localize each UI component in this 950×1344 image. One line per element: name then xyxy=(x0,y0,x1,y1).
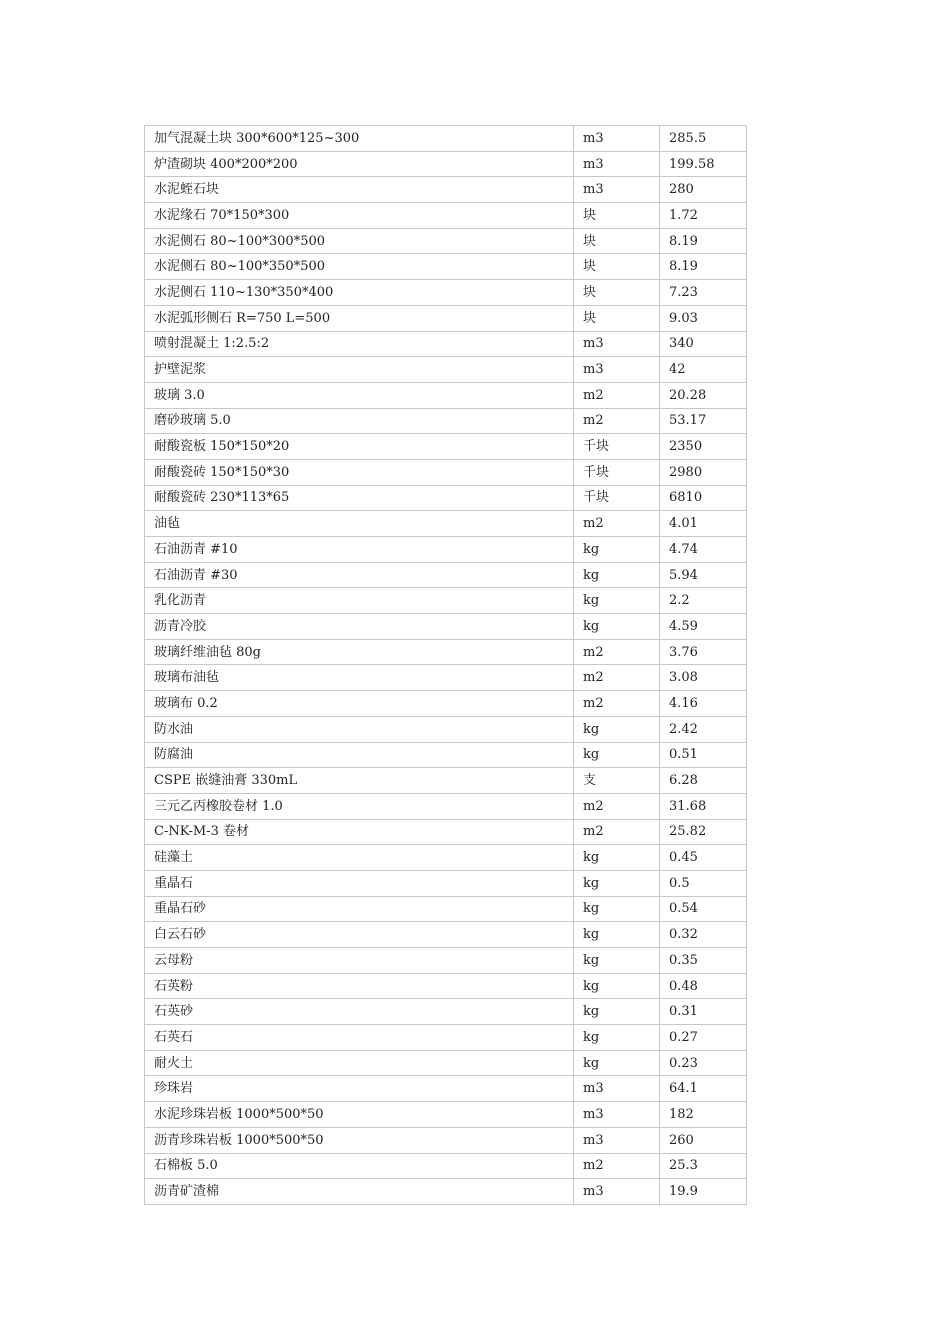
table-row xyxy=(145,254,747,280)
unit-cell: kg xyxy=(574,742,660,768)
unit-cell: kg xyxy=(574,999,660,1025)
table-row xyxy=(145,203,747,229)
table-row xyxy=(145,382,747,408)
table-row xyxy=(145,1179,747,1205)
unit-cell: kg xyxy=(574,870,660,896)
unit-cell: m2 xyxy=(574,382,660,408)
table-row xyxy=(145,177,747,203)
unit-cell: m2 xyxy=(574,639,660,665)
table-row xyxy=(145,228,747,254)
unit-cell: kg xyxy=(574,948,660,974)
price-cell: 4.16 xyxy=(660,691,747,717)
unit-cell: m3 xyxy=(574,177,660,203)
material-name-cell: 水泥珍珠岩板 1000*500*50 xyxy=(145,1102,574,1128)
material-name-cell: 石棉板 5.0 xyxy=(145,1153,574,1179)
price-cell: 285.5 xyxy=(660,126,747,152)
material-name-cell: 沥青珍珠岩板 1000*500*50 xyxy=(145,1127,574,1153)
price-cell: 0.5 xyxy=(660,870,747,896)
unit-cell: 块 xyxy=(574,280,660,306)
table-body xyxy=(145,126,747,1205)
price-cell: 2350 xyxy=(660,434,747,460)
table-row xyxy=(145,691,747,717)
table-row xyxy=(145,280,747,306)
table-row xyxy=(145,588,747,614)
price-cell: 8.19 xyxy=(660,254,747,280)
table-row xyxy=(145,845,747,871)
material-name-cell: 水泥侧石 80~100*350*500 xyxy=(145,254,574,280)
material-name-cell: 石英砂 xyxy=(145,999,574,1025)
unit-cell: m2 xyxy=(574,665,660,691)
unit-cell: m3 xyxy=(574,151,660,177)
unit-cell: m3 xyxy=(574,1127,660,1153)
price-cell: 0.32 xyxy=(660,922,747,948)
material-name-cell: 水泥侧石 110~130*350*400 xyxy=(145,280,574,306)
unit-cell: kg xyxy=(574,973,660,999)
unit-cell: kg xyxy=(574,588,660,614)
material-name-cell: 玻璃纤维油毡 80g xyxy=(145,639,574,665)
material-name-cell: 沥青矿渣棉 xyxy=(145,1179,574,1205)
price-cell: 8.19 xyxy=(660,228,747,254)
table-row xyxy=(145,1153,747,1179)
table-row xyxy=(145,793,747,819)
unit-cell: 千块 xyxy=(574,485,660,511)
price-cell: 31.68 xyxy=(660,793,747,819)
unit-cell: m2 xyxy=(574,511,660,537)
unit-cell: 块 xyxy=(574,254,660,280)
material-name-cell: 三元乙丙橡胶卷材 1.0 xyxy=(145,793,574,819)
table-row xyxy=(145,485,747,511)
price-cell: 1.72 xyxy=(660,203,747,229)
material-name-cell: 耐酸瓷砖 230*113*65 xyxy=(145,485,574,511)
price-cell: 0.48 xyxy=(660,973,747,999)
table-row xyxy=(145,639,747,665)
material-name-cell: 玻璃布 0.2 xyxy=(145,691,574,717)
material-name-cell: 耐火土 xyxy=(145,1050,574,1076)
material-name-cell: 水泥蛭石块 xyxy=(145,177,574,203)
unit-cell: kg xyxy=(574,845,660,871)
price-cell: 2.2 xyxy=(660,588,747,614)
price-cell: 20.28 xyxy=(660,382,747,408)
unit-cell: m3 xyxy=(574,126,660,152)
table-row xyxy=(145,511,747,537)
table-row xyxy=(145,1050,747,1076)
material-name-cell: 防腐油 xyxy=(145,742,574,768)
material-name-cell: 玻璃布油毡 xyxy=(145,665,574,691)
unit-cell: m3 xyxy=(574,1102,660,1128)
material-name-cell: 加气混凝土块 300*600*125~300 xyxy=(145,126,574,152)
table-row xyxy=(145,922,747,948)
unit-cell: 支 xyxy=(574,768,660,794)
material-name-cell: 石英粉 xyxy=(145,973,574,999)
material-name-cell: C-NK-M-3 卷材 xyxy=(145,819,574,845)
table-row xyxy=(145,948,747,974)
material-name-cell: 玻璃 3.0 xyxy=(145,382,574,408)
unit-cell: kg xyxy=(574,1025,660,1051)
table-row xyxy=(145,973,747,999)
table-row xyxy=(145,999,747,1025)
table-row xyxy=(145,665,747,691)
table-row xyxy=(145,768,747,794)
price-cell: 280 xyxy=(660,177,747,203)
material-name-cell: 水泥弧形侧石 R=750 L=500 xyxy=(145,305,574,331)
price-cell: 19.9 xyxy=(660,1179,747,1205)
material-name-cell: 油毡 xyxy=(145,511,574,537)
price-cell: 0.31 xyxy=(660,999,747,1025)
price-cell: 2.42 xyxy=(660,716,747,742)
material-name-cell: 乳化沥青 xyxy=(145,588,574,614)
material-name-cell: 水泥侧石 80~100*300*500 xyxy=(145,228,574,254)
table-row xyxy=(145,870,747,896)
table-row xyxy=(145,357,747,383)
price-cell: 3.76 xyxy=(660,639,747,665)
unit-cell: kg xyxy=(574,614,660,640)
table-row xyxy=(145,1127,747,1153)
unit-cell: kg xyxy=(574,537,660,563)
price-cell: 6810 xyxy=(660,485,747,511)
price-cell: 53.17 xyxy=(660,408,747,434)
material-name-cell: 石油沥青 #10 xyxy=(145,537,574,563)
material-name-cell: 珍珠岩 xyxy=(145,1076,574,1102)
price-cell: 0.51 xyxy=(660,742,747,768)
unit-cell: kg xyxy=(574,562,660,588)
price-cell: 340 xyxy=(660,331,747,357)
table-row xyxy=(145,1025,747,1051)
price-cell: 0.45 xyxy=(660,845,747,871)
unit-cell: m3 xyxy=(574,331,660,357)
table-row xyxy=(145,408,747,434)
unit-cell: kg xyxy=(574,716,660,742)
material-name-cell: 炉渣砌块 400*200*200 xyxy=(145,151,574,177)
unit-cell: m2 xyxy=(574,1153,660,1179)
price-cell: 9.03 xyxy=(660,305,747,331)
table-row xyxy=(145,459,747,485)
material-name-cell: 硅藻土 xyxy=(145,845,574,871)
material-name-cell: 磨砂玻璃 5.0 xyxy=(145,408,574,434)
unit-cell: m2 xyxy=(574,691,660,717)
material-name-cell: 云母粉 xyxy=(145,948,574,974)
table-row xyxy=(145,742,747,768)
material-name-cell: 防水油 xyxy=(145,716,574,742)
unit-cell: m2 xyxy=(574,408,660,434)
material-name-cell: 耐酸瓷砖 150*150*30 xyxy=(145,459,574,485)
table-row xyxy=(145,434,747,460)
unit-cell: kg xyxy=(574,922,660,948)
table-row xyxy=(145,1102,747,1128)
material-name-cell: 沥青冷胶 xyxy=(145,614,574,640)
material-name-cell: 白云石砂 xyxy=(145,922,574,948)
table-row xyxy=(145,151,747,177)
material-name-cell: 石英石 xyxy=(145,1025,574,1051)
price-cell: 4.74 xyxy=(660,537,747,563)
material-name-cell: 护壁泥浆 xyxy=(145,357,574,383)
unit-cell: m3 xyxy=(574,1076,660,1102)
price-cell: 3.08 xyxy=(660,665,747,691)
table-row xyxy=(145,331,747,357)
price-cell: 25.3 xyxy=(660,1153,747,1179)
unit-cell: m2 xyxy=(574,819,660,845)
table-row xyxy=(145,305,747,331)
material-name-cell: 水泥缘石 70*150*300 xyxy=(145,203,574,229)
price-cell: 0.54 xyxy=(660,896,747,922)
price-cell: 5.94 xyxy=(660,562,747,588)
price-cell: 25.82 xyxy=(660,819,747,845)
table-row xyxy=(145,537,747,563)
table-row xyxy=(145,716,747,742)
price-cell: 2980 xyxy=(660,459,747,485)
unit-cell: 千块 xyxy=(574,459,660,485)
unit-cell: kg xyxy=(574,896,660,922)
price-cell: 6.28 xyxy=(660,768,747,794)
unit-cell: 千块 xyxy=(574,434,660,460)
material-name-cell: 耐酸瓷板 150*150*20 xyxy=(145,434,574,460)
table-row xyxy=(145,896,747,922)
unit-cell: 块 xyxy=(574,305,660,331)
table-row xyxy=(145,126,747,152)
price-cell: 199.58 xyxy=(660,151,747,177)
table-row xyxy=(145,614,747,640)
unit-cell: m3 xyxy=(574,1179,660,1205)
price-cell: 0.23 xyxy=(660,1050,747,1076)
price-cell: 7.23 xyxy=(660,280,747,306)
price-cell: 4.01 xyxy=(660,511,747,537)
unit-cell: 块 xyxy=(574,228,660,254)
material-name-cell: CSPE 嵌缝油膏 330mL xyxy=(145,768,574,794)
table-row xyxy=(145,562,747,588)
price-cell: 0.35 xyxy=(660,948,747,974)
price-cell: 260 xyxy=(660,1127,747,1153)
table-row xyxy=(145,1076,747,1102)
material-name-cell: 喷射混凝土 1:2.5:2 xyxy=(145,331,574,357)
unit-cell: 块 xyxy=(574,203,660,229)
price-cell: 0.27 xyxy=(660,1025,747,1051)
price-cell: 42 xyxy=(660,357,747,383)
material-price-table xyxy=(144,125,747,1205)
price-cell: 64.1 xyxy=(660,1076,747,1102)
unit-cell: m3 xyxy=(574,357,660,383)
unit-cell: kg xyxy=(574,1050,660,1076)
material-name-cell: 重晶石砂 xyxy=(145,896,574,922)
material-name-cell: 重晶石 xyxy=(145,870,574,896)
unit-cell: m2 xyxy=(574,793,660,819)
table-row xyxy=(145,819,747,845)
material-name-cell: 石油沥青 #30 xyxy=(145,562,574,588)
price-cell: 4.59 xyxy=(660,614,747,640)
price-cell: 182 xyxy=(660,1102,747,1128)
